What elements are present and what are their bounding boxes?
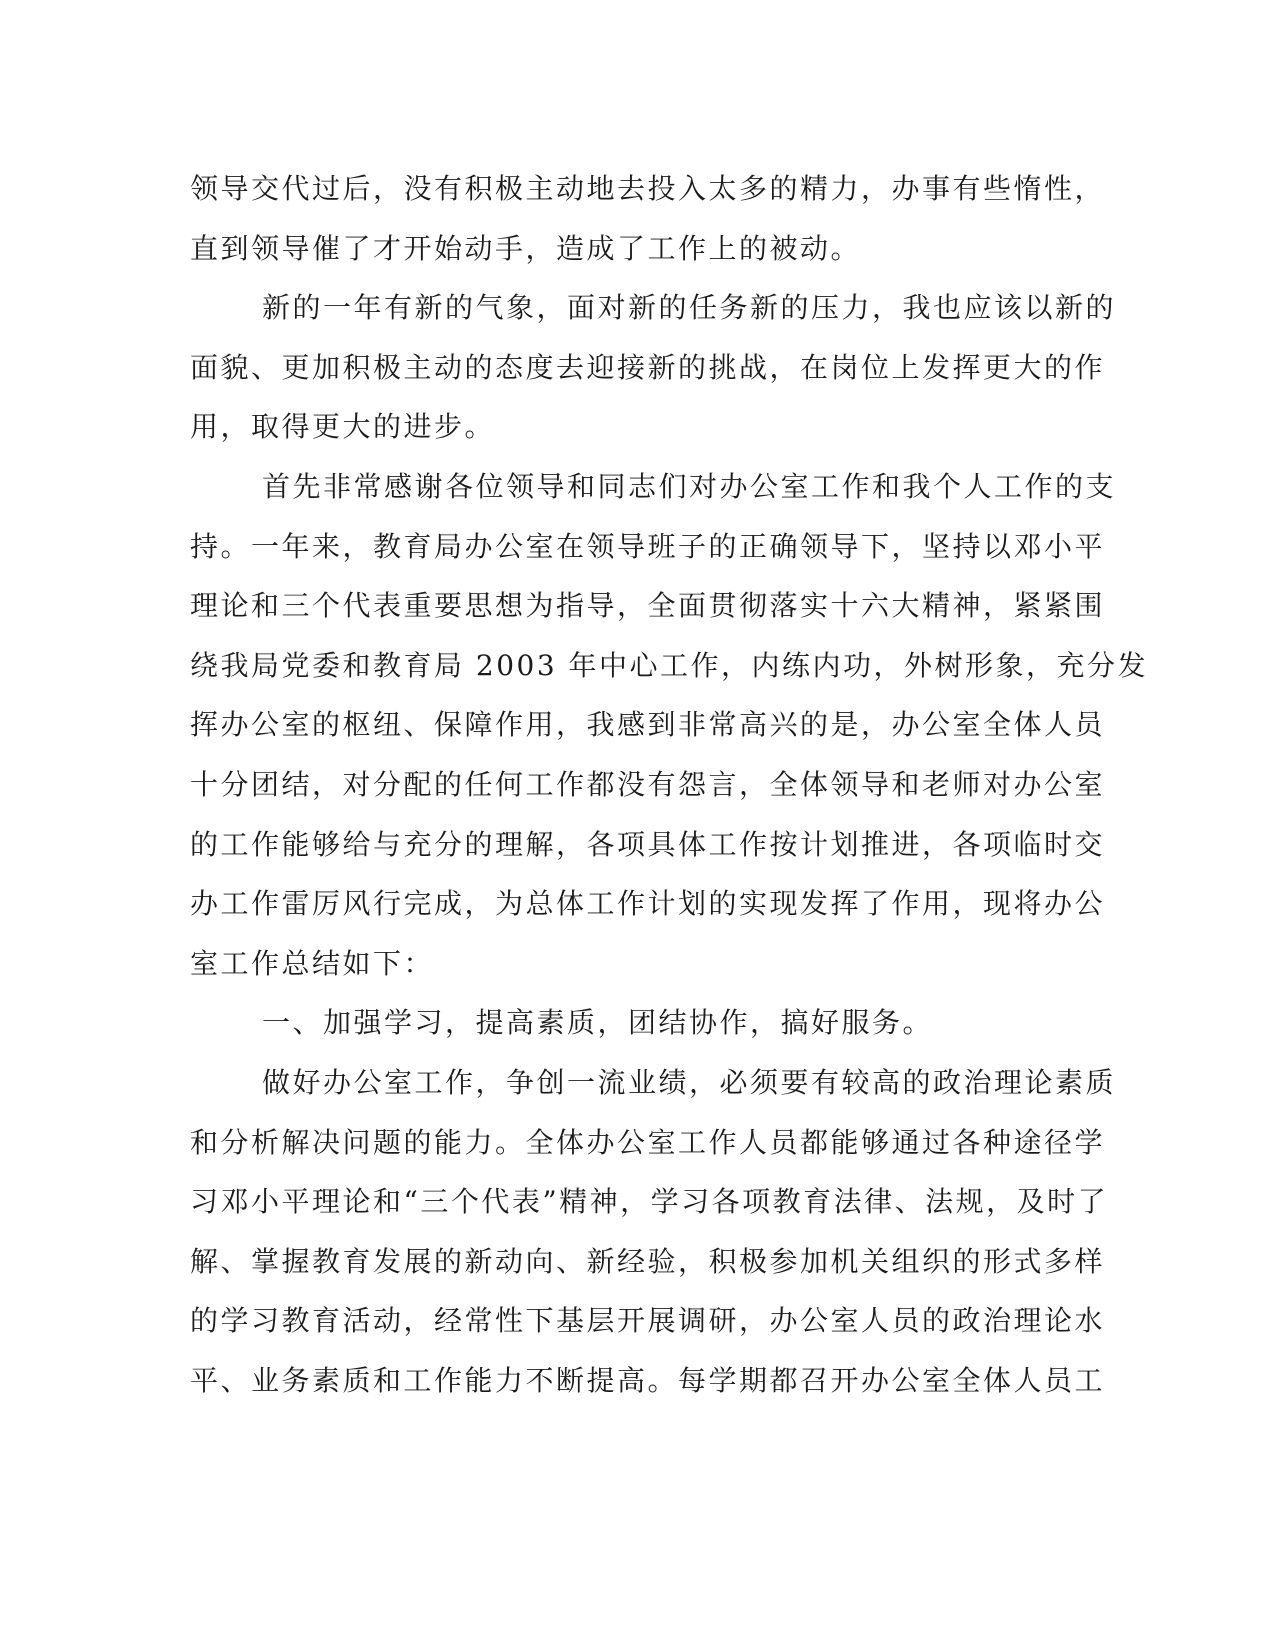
text-line: 习邓小平理论和“三个代表”精神，学习各项教育法律、法规，及时了 xyxy=(190,1185,1109,1219)
section-heading: 一、加强学习，提高素质，团结协作，搞好服务。 xyxy=(262,1006,934,1040)
text-line: 持。一年来，教育局办公室在领导班子的正确领导下，坚持以邓小平 xyxy=(190,529,1106,563)
text-line: 理论和三个代表重要思想为指导，全面贯彻落实十六大精神，紧紧围 xyxy=(190,589,1106,623)
text-line: 挥办公室的枢纽、保障作用，我感到非常高兴的是，办公室全体人员 xyxy=(190,708,1106,742)
text-line: 办工作雷厉风行完成，为总体工作计划的实现发挥了作用，现将办公 xyxy=(190,887,1106,921)
text-line: 十分团结，对分配的任何工作都没有怨言，全体领导和老师对办公室 xyxy=(190,767,1106,801)
text-line: 的学习教育活动，经常性下基层开展调研，办公室人员的政治理论水 xyxy=(190,1304,1106,1338)
text-line: 面貌、更加积极主动的态度去迎接新的挑战，在岗位上发挥更大的作 xyxy=(190,350,1106,384)
text-line: 和分析解决问题的能力。全体办公室工作人员都能够通过各种途径学 xyxy=(190,1125,1106,1159)
paragraph-first-line: 做好办公室工作，争创一流业绩，必须要有较高的政治理论素质 xyxy=(262,1065,1117,1099)
text-line: 室工作总结如下： xyxy=(190,946,435,980)
paragraph-first-line: 新的一年有新的气象，面对新的任务新的压力，我也应该以新的 xyxy=(262,291,1117,325)
text-line: 解、掌握教育发展的新动向、新经验，积极参加机关组织的形式多样 xyxy=(190,1244,1106,1278)
paragraph-first-line: 首先非常感谢各位领导和同志们对办公室工作和我个人工作的支 xyxy=(262,469,1117,503)
text-line: 领导交代过后，没有积极主动地去投入太多的精力，办事有些惰性， xyxy=(190,172,1106,205)
text-line: 直到领导催了才开始动手，造成了工作上的被动。 xyxy=(190,231,862,265)
text-line: 平、业务素质和工作能力不断提高。每学期都召开办公室全体人员工 xyxy=(190,1363,1106,1397)
document-body xyxy=(190,159,1149,1410)
text-line: 的工作能够给与充分的理解，各项具体工作按计划推进，各项临时交 xyxy=(190,827,1106,861)
text-line: 绕我局党委和教育局 2003 年中心工作，内练内功，外树形象，充分发 xyxy=(190,648,1149,682)
text-line: 用，取得更大的进步。 xyxy=(190,410,496,444)
